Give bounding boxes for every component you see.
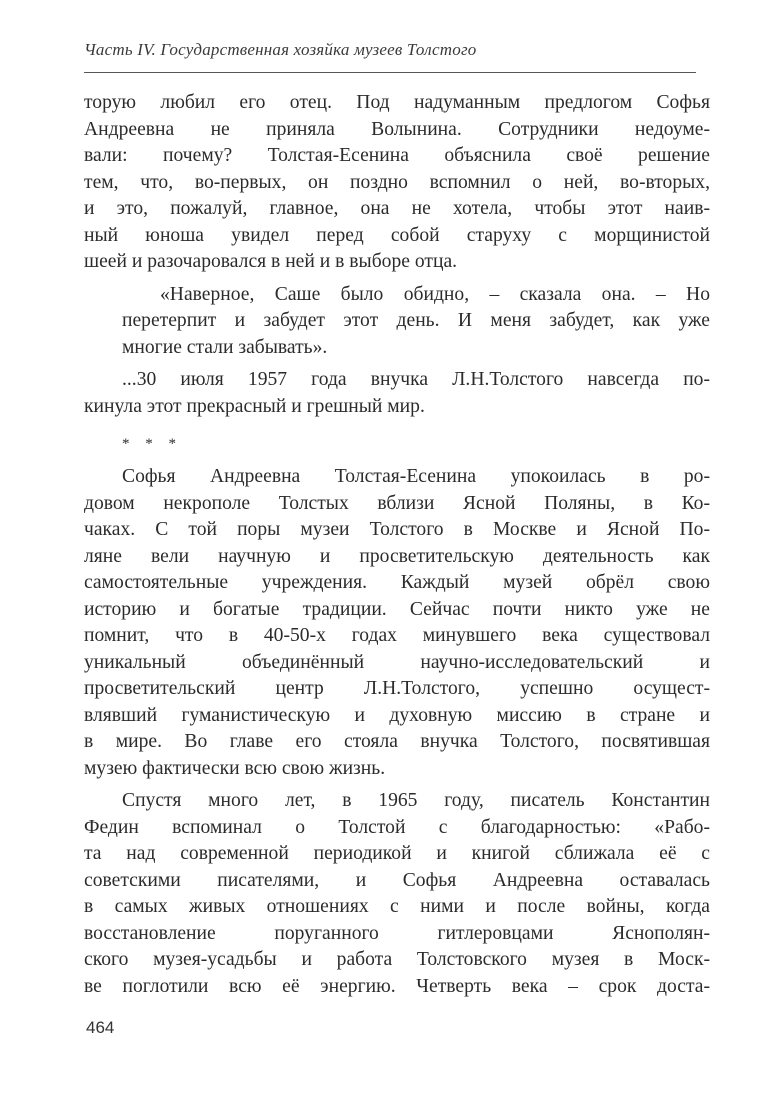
text-line: помнит, что в 40-50-х годах минувшего века существовал — [84, 625, 710, 646]
text-line: музею фактически всю свою жизнь. — [84, 757, 386, 779]
text-line: просветительский центр Л.Н.Толстого, успешно осущест- — [84, 678, 710, 699]
text-line: многие стали забывать». — [122, 336, 328, 358]
text-line: ве поглотили всю её энергию. Четверть века – срок доста- — [84, 975, 710, 997]
page-number: 464 — [86, 1018, 115, 1037]
paragraph-5 — [84, 788, 710, 1000]
text-line: Андреевна не приняла Волынина. Сотрудники недоуме- — [84, 118, 710, 140]
text-line: вали: почему? Толстая-Есенина объяснила своё решение — [84, 145, 710, 166]
text-line: «Наверное, Саше было обидно, – сказала она. – Но — [160, 283, 710, 305]
running-header: Часть IV. Государственная хозяйка музеев Толстого — [84, 40, 477, 59]
paragraph-2 — [84, 282, 710, 362]
text-line: советскими писателями, и Софья Андреевна оставалась — [84, 869, 710, 891]
text-line: чаках. С той поры музеи Толстого в Москве и Ясной По- — [84, 519, 710, 540]
text-line: ского музея-усадьбы и работа Толстовского музея в Моск- — [84, 949, 710, 970]
text-line: в мире. Во главе его стояла внучка Толстого, посвятившая — [84, 731, 710, 752]
text-line: и это, пожалуй, главное, она не хотела, чтобы этот наив- — [84, 198, 710, 219]
text-line: кинула этот прекрасный и грешный мир. — [84, 395, 425, 417]
header-rule — [84, 72, 696, 73]
text-line: та над современной периодикой и книгой сближала её с — [84, 843, 710, 864]
text-line: самостоятельные учреждения. Каждый музей обрёл свою — [84, 572, 710, 593]
paragraph-1 — [84, 90, 710, 276]
section-separator: * * * — [122, 436, 182, 452]
text-line: торую любил его отец. Под надуманным предлогом Софья — [84, 92, 710, 113]
text-line: в самых живых отношениях с ними и после войны, когда — [84, 896, 710, 917]
paragraph-3 — [84, 367, 710, 420]
text-line: шеей и разочаровался в ней и в выборе отца. — [84, 251, 458, 272]
text-line: историю и богатые традиции. Сейчас почти никто уже не — [84, 598, 710, 620]
text-line: ный юноша увидел перед собой старуху с морщинистой — [84, 224, 710, 246]
text-line: восстановление поруганного гитлеровцами Яснополян- — [84, 922, 710, 944]
body-text — [84, 90, 710, 1006]
text-line: ляне вели научную и просветительскую деятельность как — [84, 545, 710, 567]
text-line: влявший гуманистическую и духовную миссию в стране и — [84, 704, 710, 726]
text-line: уникальный объединённый научно-исследовательский и — [84, 651, 710, 673]
text-line: довом некрополе Толстых вблизи Ясной Поляны, в Ко- — [84, 492, 710, 514]
text-line: тем, что, во-первых, он поздно вспомнил о ней, во-вторых, — [84, 171, 710, 193]
text-line: Софья Андреевна Толстая-Есенина упокоилась в ро- — [122, 466, 710, 487]
text-line: перетерпит и забудет этот день. И меня забудет, как уже — [122, 310, 710, 331]
paragraph-4 — [84, 464, 710, 782]
text-line: ...30 июля 1957 года внучка Л.Н.Толстого навсегда по- — [122, 369, 710, 390]
text-line: Спустя много лет, в 1965 году, писатель Константин — [122, 790, 710, 811]
text-line: Федин вспоминал о Толстой с благодарностью: «Рабо- — [84, 816, 710, 838]
